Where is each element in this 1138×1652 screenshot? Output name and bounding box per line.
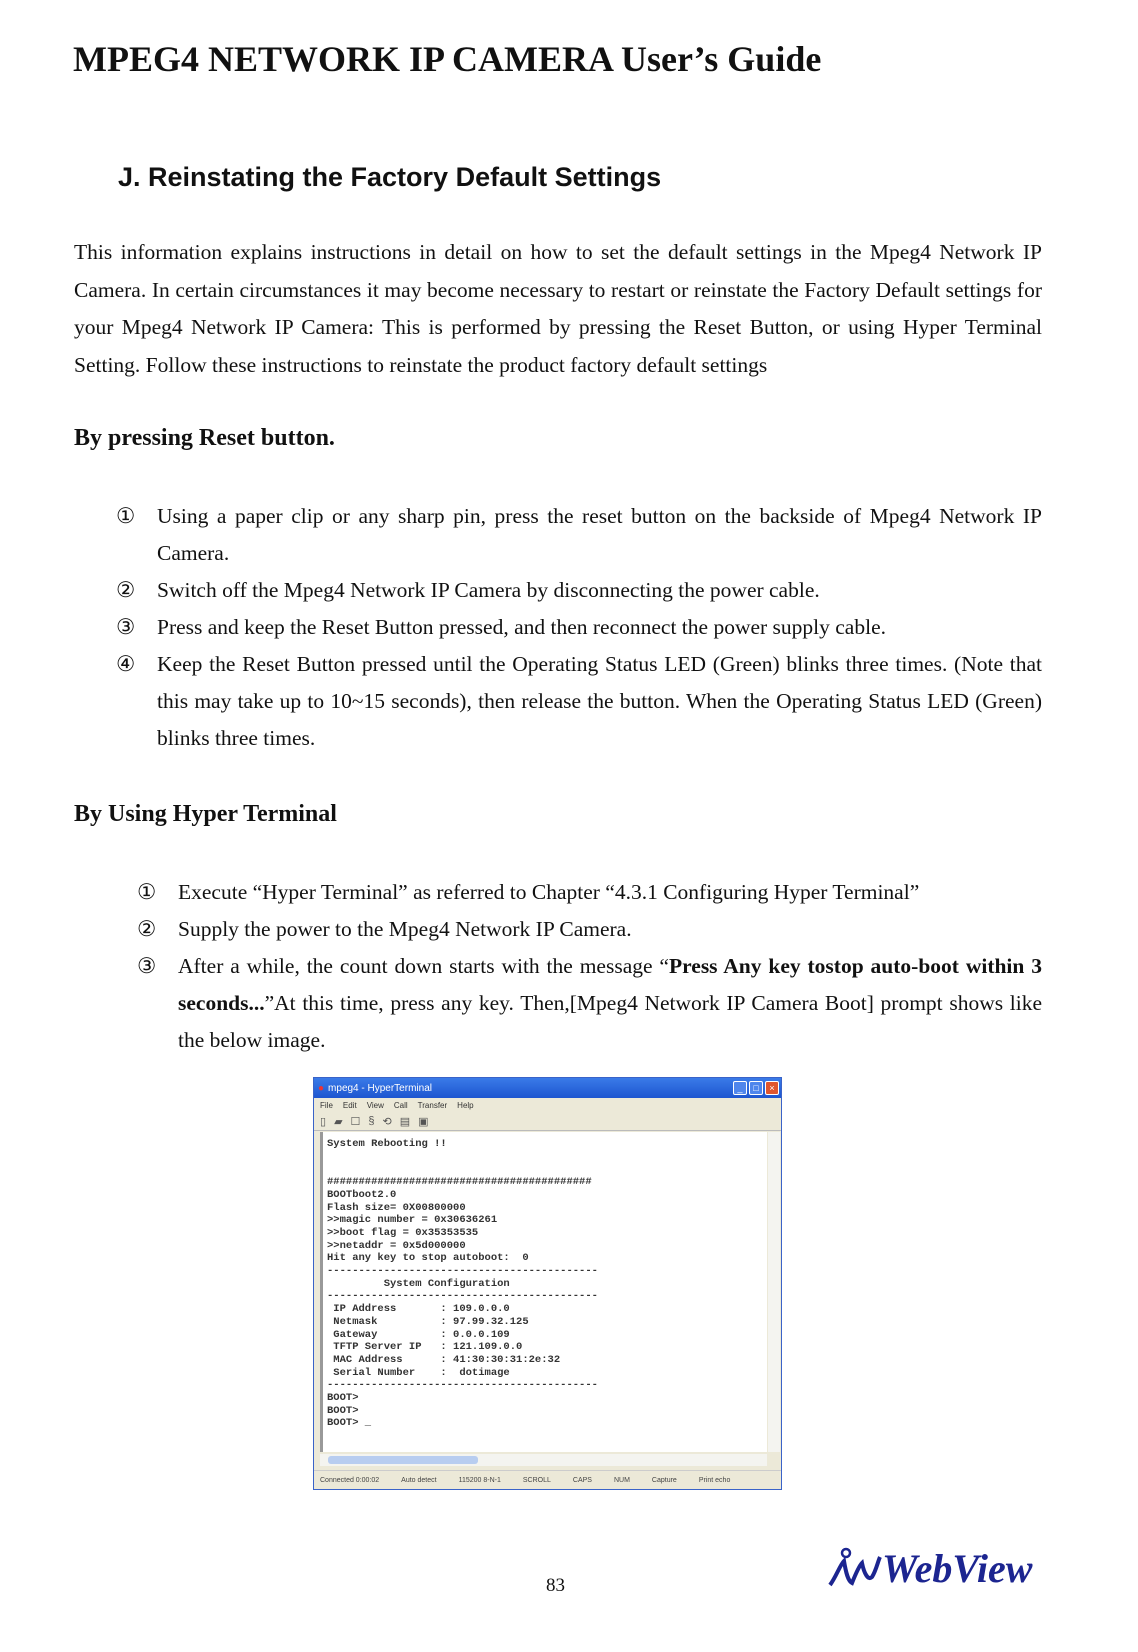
toolbar [314,1112,781,1131]
menu-item: Transfer [417,1100,448,1110]
terminal-line: Serial Number : dotimage [327,1366,510,1379]
terminal-output [320,1132,767,1452]
section-heading: J. Reinstating the Factory Default Settings [118,162,662,192]
minimize-icon: _ [733,1081,747,1095]
status-field: Capture [651,1476,677,1484]
step-marker: ① [116,504,136,528]
terminal-line [327,1151,763,1164]
step-marker: ④ [116,652,136,676]
reset-heading: By pressing Reset button. [74,425,335,451]
menu-bar [314,1098,781,1112]
terminal-line: >>boot flag = 0x35353535 [327,1226,479,1239]
status-field: NUM [613,1476,630,1484]
step-marker: ① [137,880,157,904]
receive-icon: ▤ [399,1115,411,1128]
boot-message: Press Any key tostop auto-boot within 3 seconds... [178,954,1043,1015]
terminal-line: ########################################## [327,1176,592,1189]
list-item [137,948,1043,1059]
window-title: mpeg4 - HyperTerminal [328,1082,432,1094]
step-text: Switch off the Mpeg4 Network IP Camera by disconnecting the power cable. [157,578,820,602]
maximize-icon: □ [749,1081,763,1095]
menu-item: File [320,1100,333,1110]
list-item [116,498,1042,572]
list-item [116,572,1042,609]
terminal-line: Hit any key to stop autoboot: 0 [327,1252,529,1265]
reset-steps [116,498,1042,757]
terminal-line: System Rebooting !! [327,1138,447,1150]
list-item [137,874,1042,911]
close-icon: × [765,1081,779,1095]
terminal-line: System Configuration [327,1277,510,1290]
app-icon: ● [318,1082,325,1094]
window-titlebar [314,1078,781,1098]
disconnect-icon: § [368,1115,375,1127]
status-field: 115200 8-N-1 [458,1476,501,1484]
menu-item: Edit [342,1100,357,1110]
open-icon: ▰ [334,1115,343,1128]
webview-logo [826,1545,1032,1592]
terminal-line: >>netaddr = 0x5d000000 [327,1239,466,1252]
intro-paragraph: This information explains instructions in detail on how to set the default settings in the Mpeg4 Network IP Camera. In certain circumstances it may become necessary to restart or reinstate the Factory Default settings for your Mpeg4 Network IP Camera: This is performed by pressing the Reset Button, or using Hyper Terminal Setting. Follow these instructions to reinstate the product factory default settings [74,240,1042,378]
hyper-steps [137,874,1043,1059]
step-text: ”At this time, press any key. Then,[Mpeg4 Network IP Camera Boot] prompt shows like the below image. [178,991,1042,1052]
status-field: Connected 0:00:02 [320,1476,380,1484]
terminal-line: ------------------------------------------- [327,1290,598,1303]
step-text: Using a paper clip or any sharp pin, press the reset button on the backside of Mpeg4 Network IP Camera. [157,504,1042,565]
horizontal-scrollbar [320,1454,767,1466]
vertical-scrollbar [768,1132,780,1452]
status-field: Print echo [698,1476,731,1484]
status-field: CAPS [572,1476,592,1484]
terminal-line: ------------------------------------------- [327,1379,598,1392]
list-item [116,646,1042,757]
terminal-line: BOOT> [327,1404,359,1417]
new-icon: ▯ [320,1115,327,1128]
logo-text: WebView [882,1546,1033,1591]
step-marker: ③ [116,615,136,639]
step-text: Execute “Hyper Terminal” as referred to Chapter “4.3.1 Configuring Hyper Terminal” [178,880,920,904]
step-marker: ② [116,578,136,602]
terminal-line: Gateway : 0.0.0.109 [327,1328,510,1341]
step-text: Supply the power to the Mpeg4 Network IP Camera. [178,917,632,941]
menu-item: View [366,1100,384,1110]
menu-item: Help [457,1100,474,1110]
terminal-line: >>magic number = 0x30636261 [327,1214,498,1227]
step-text: Keep the Reset Button pressed until the Operating Status LED (Green) blinks three times. (Note that this may take up to 10~15 seconds), then release the button. When the Operating Status LED (Green) blinks three times. [157,652,1042,750]
list-item [116,609,1042,646]
status-bar [314,1470,781,1489]
terminal-line: MAC Address : 41:30:30:31:2e:32 [327,1353,561,1366]
step-marker: ③ [137,954,157,978]
terminal-line: BOOTboot2.0 [327,1188,397,1201]
logo-mark-icon [826,1547,882,1591]
hyper-terminal-heading: By Using Hyper Terminal [74,801,337,827]
terminal-line: BOOT> _ [327,1417,372,1430]
page-number: 83 [546,1575,565,1596]
send-icon: ⟲ [382,1115,392,1128]
step-text: Press and keep the Reset Button pressed, and then reconnect the power supply cable. [157,615,886,639]
terminal-line: Flash size= 0X00800000 [327,1201,466,1214]
terminal-line: IP Address : 109.0.0.0 [327,1303,510,1316]
terminal-line: BOOT> [327,1392,359,1405]
properties-icon: ▣ [418,1115,429,1128]
terminal-line: TFTP Server IP : 121.109.0.0 [327,1341,523,1354]
menu-item: Call [393,1100,408,1110]
connect-icon: ☐ [350,1115,361,1128]
list-item [137,911,1042,948]
status-field: Auto detect [401,1476,437,1484]
step-marker: ② [137,917,157,941]
step-text: After a while, the count down starts with the message “ [178,954,669,978]
document-title: MPEG4 NETWORK IP CAMERA User’s Guide [73,39,822,79]
status-field: SCROLL [522,1476,551,1484]
terminal-line [327,1163,763,1176]
terminal-line: Netmask : 97.99.32.125 [327,1315,529,1328]
hyperterminal-screenshot [313,1077,782,1490]
terminal-line: ------------------------------------------- [327,1265,598,1278]
